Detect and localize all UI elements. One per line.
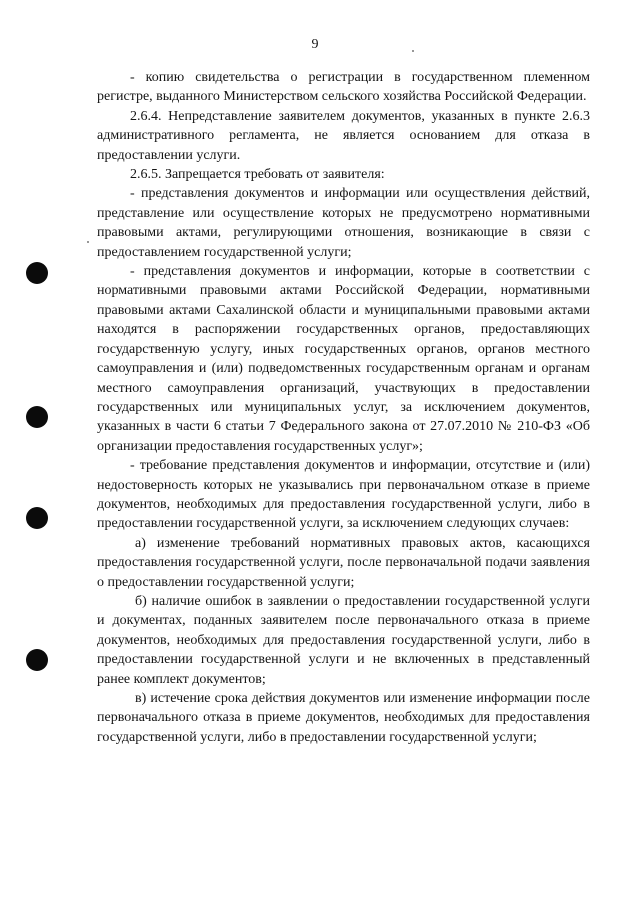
page-number: 9 xyxy=(311,37,319,52)
scan-speck xyxy=(412,50,414,52)
punch-hole xyxy=(26,262,48,284)
punch-hole xyxy=(26,649,48,671)
paragraph: 2.6.4. Непредставление заявителем документов, указанных в пункте 2.6.3 административного регламента, не является основанием для отказа в предоставлении услуги. xyxy=(97,108,590,163)
paragraph: 2.6.5. Запрещается требовать от заявителя: xyxy=(130,167,385,183)
paragraph: - представления документов и информации, которые в соответствии с нормативными правовыми актами Российской Федерации, нормативными правовыми актами Сахалинской области и муниципальными правовыми актами находятся в распоряжении государственных органов, предоставляющих государственную услугу, иных государственных органов, органов местного самоуправления и (или) подведомственных государственным органам и органам местного самоуправления организаций, участвующих в предоставлении государственных или муниципальных услуг, за исключением документов, указанных в части 6 статьи 7 Федерального закона от 27.07.2010 № 210-ФЗ «Об организации предоставления государственных услуг»; xyxy=(97,264,590,454)
paragraph: - представления документов и информации или осуществления действий, представление или осуществление которых не предусмотрено нормативными правовыми актами, регулирующими отношения, возникающие в связи с предоставлением государственной услуги; xyxy=(97,186,590,260)
paragraph: - копию свидетельства о регистрации в государственном племенном регистре, выданного Министерством сельского хозяйства Российской Федерации. xyxy=(97,70,590,105)
paragraph: б) наличие ошибок в заявлении о предоставлении государственной услуги и документах, поданных заявителем после первоначального отказа в приеме документов, необходимых для предоставления государственной услуги, либо в предоставлении государственной услуги и не включенных в представленный ранее комплект документов; xyxy=(97,593,590,687)
punch-hole xyxy=(26,507,48,529)
document-body xyxy=(97,68,590,747)
punch-hole xyxy=(26,406,48,428)
paragraph: в) истечение срока действия документов или изменение информации после первоначального отказа в приеме документов, необходимых для предоставления государственной услуги, либо в предоставлении государственной услуги; xyxy=(97,691,590,745)
paragraph: - требование представления документов и информации, отсутствие и (или) недостоверность которых не указывались при первоначальном отказе в приеме документов, необходимых для предоставления государственной услуги, либо в предоставлении государственной услуги, за исключением следующих случаев: xyxy=(97,458,590,532)
scan-speck xyxy=(87,241,89,243)
paragraph: а) изменение требований нормативных правовых актов, касающихся предоставления государственной услуги, после первоначальной подачи заявления о предоставлении государственной услуги; xyxy=(97,535,590,590)
